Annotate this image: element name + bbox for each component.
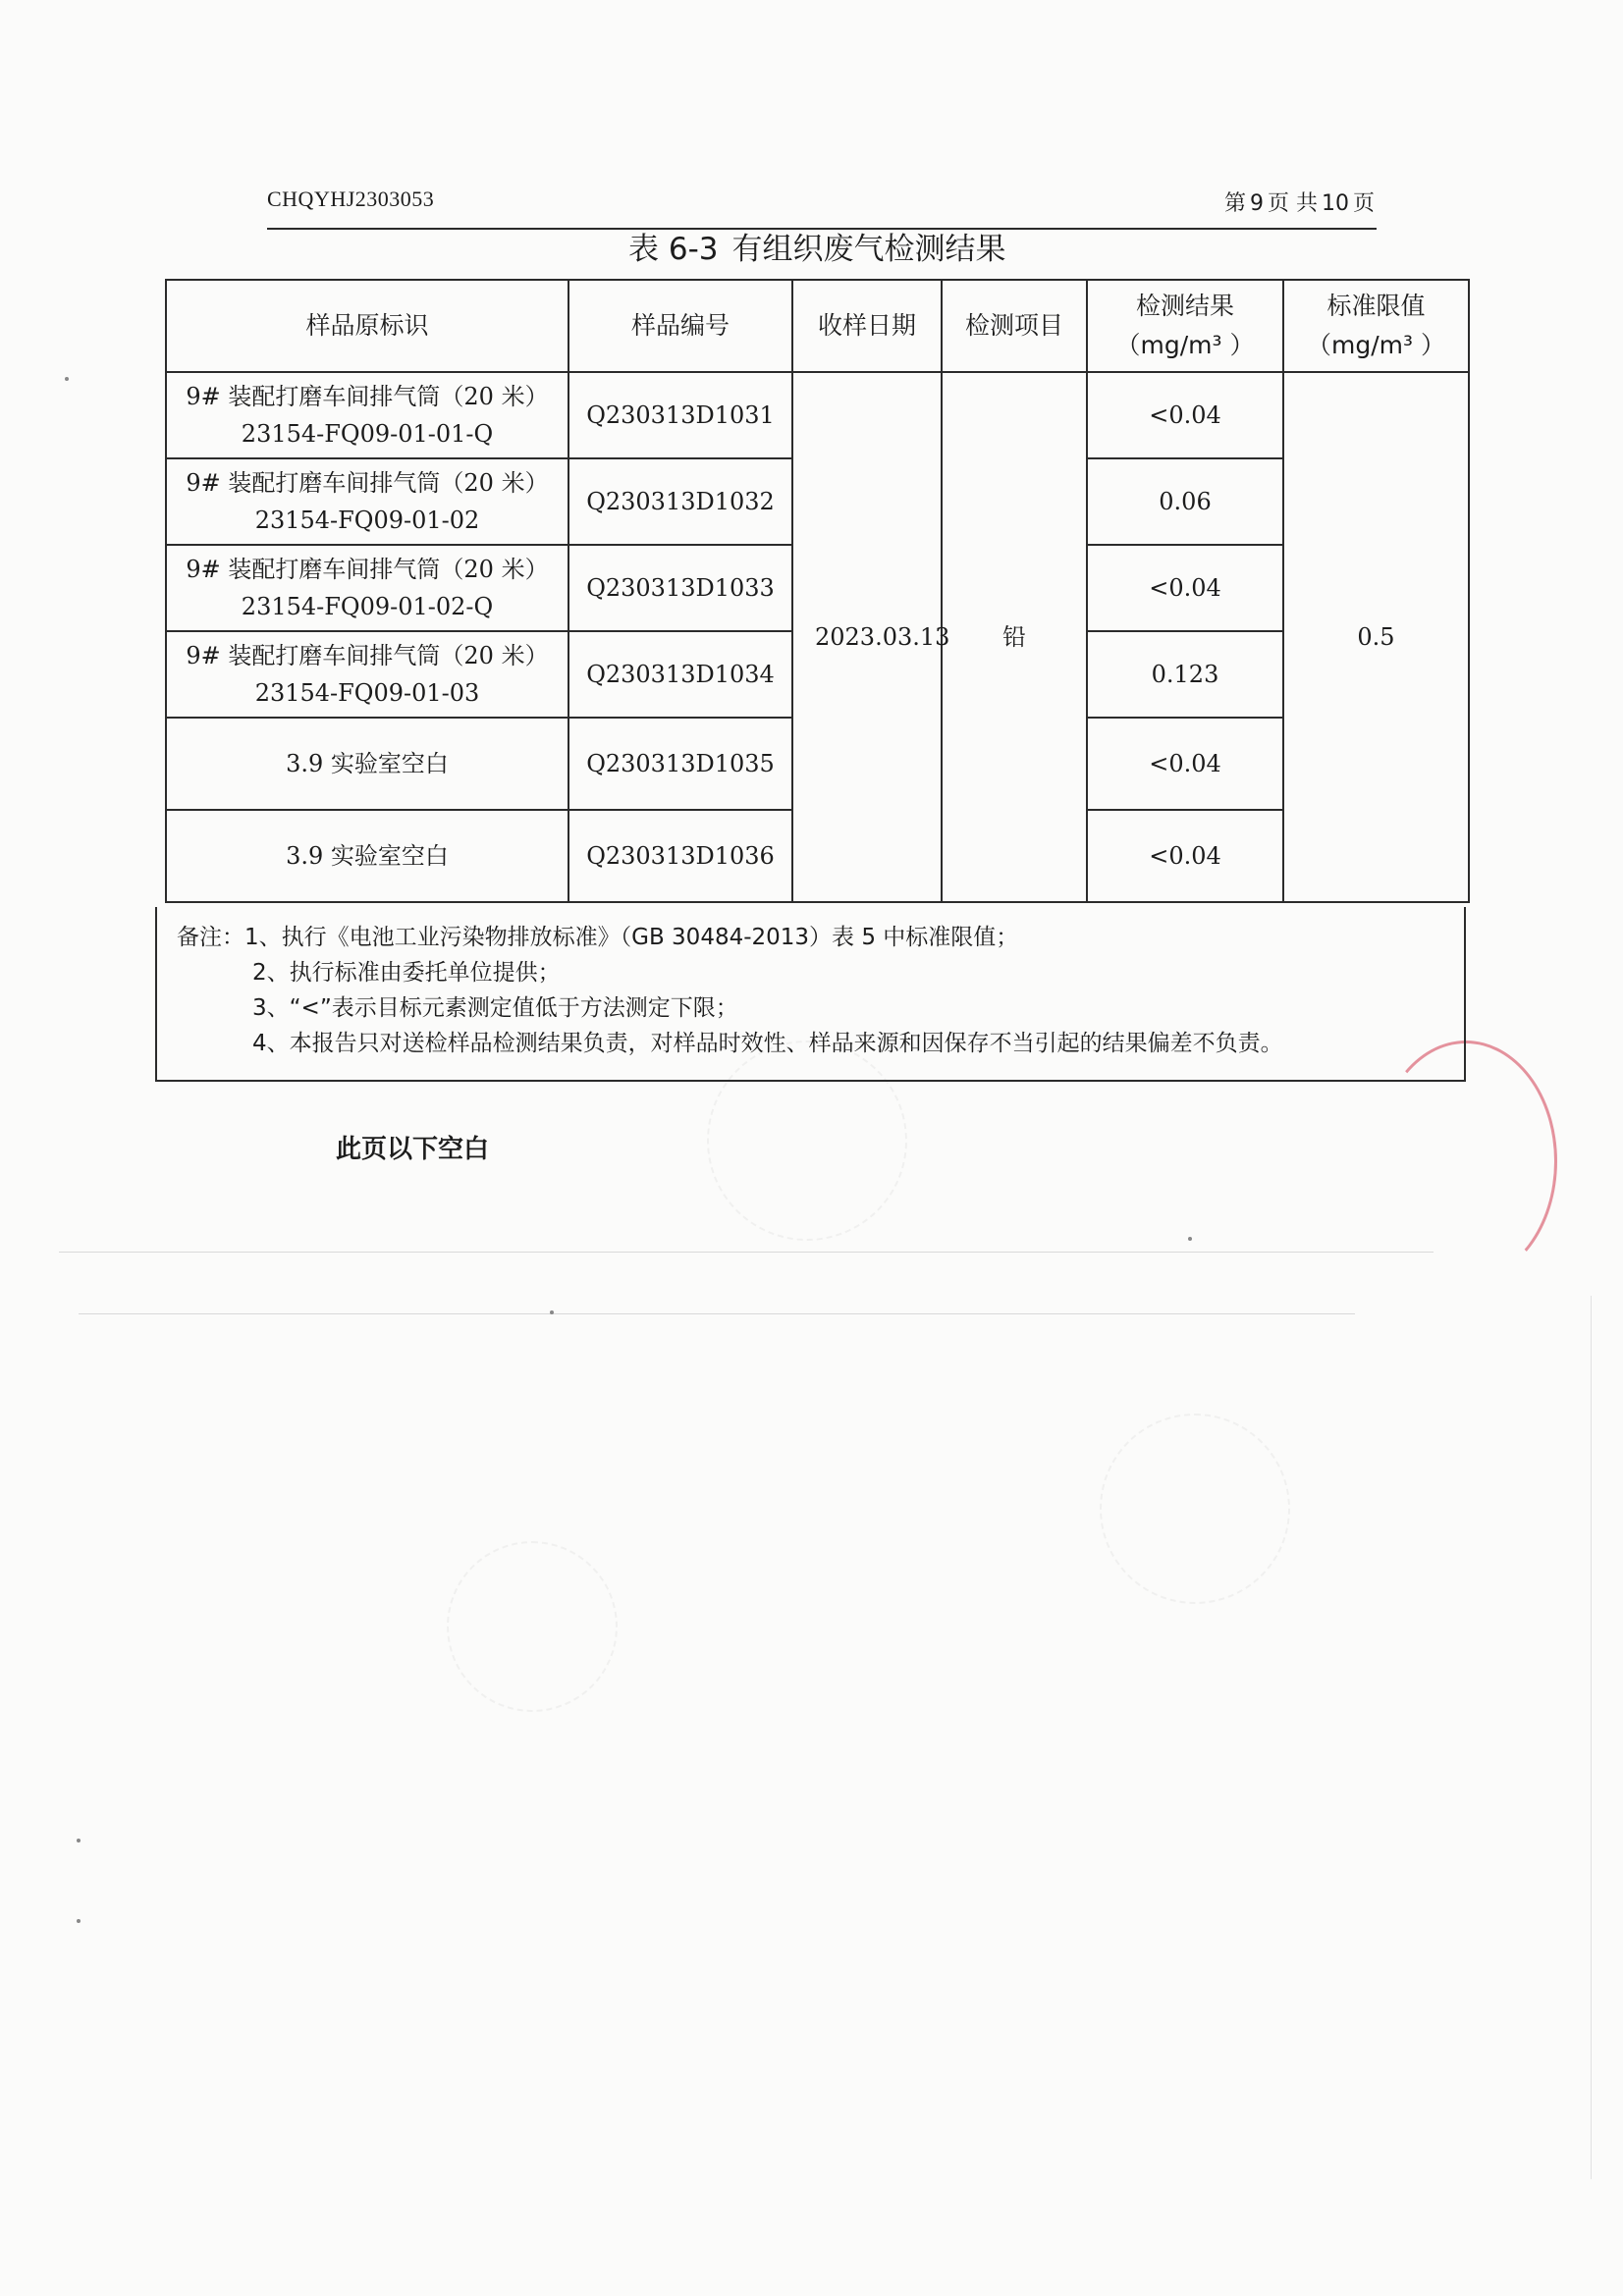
table-name: 有组织废气检测结果 — [731, 232, 1006, 267]
scan-line — [79, 1313, 1355, 1314]
scan-speck — [77, 1919, 81, 1923]
watermark-emblem — [447, 1541, 618, 1712]
scan-speck — [550, 1310, 554, 1314]
table-title — [628, 224, 1006, 268]
scan-speck — [1188, 1237, 1192, 1241]
cell-limit: 0.5 — [1283, 372, 1469, 902]
cell-sample-origin: 3.9 实验室空白 — [166, 718, 568, 810]
blank-page-notice: 此页以下空白 — [336, 1135, 490, 1164]
cell-result: <0.04 — [1087, 810, 1283, 902]
table-header-row — [166, 280, 1469, 372]
cell-sample-origin: 9# 装配打磨车间排气筒（20 米）23154-FQ09-01-02-Q — [166, 545, 568, 631]
remark-line: 3、“<”表示目标元素测定值低于方法测定下限； — [252, 995, 738, 1021]
cell-result: 0.06 — [1087, 458, 1283, 545]
col-sample-id: 样品编号 — [568, 280, 792, 372]
results-table — [165, 279, 1470, 903]
cell-sample-origin: 9# 装配打磨车间排气筒（20 米）23154-FQ09-01-01-Q — [166, 372, 568, 458]
cell-result: <0.04 — [1087, 718, 1283, 810]
scan-line — [59, 1252, 1434, 1253]
scan-line — [1591, 1296, 1592, 2179]
cell-item: 铅 — [942, 372, 1087, 902]
report-number: CHQYHJ2303053 — [267, 187, 435, 211]
cell-result: 0.123 — [1087, 631, 1283, 718]
table-row — [166, 372, 1469, 458]
scan-speck — [77, 1839, 81, 1842]
col-item: 检测项目 — [942, 280, 1087, 372]
cell-sample-origin: 9# 装配打磨车间排气筒（20 米）23154-FQ09-01-03 — [166, 631, 568, 718]
cell-sample-id: Q230313D1033 — [568, 545, 792, 631]
cell-sample-id: Q230313D1034 — [568, 631, 792, 718]
remarks-box — [155, 907, 1466, 1082]
col-result: 检测结果 （mg/m³ ） — [1087, 280, 1283, 372]
page-indicator: 第 9 页 共 10 页 — [1223, 191, 1375, 216]
cell-sample-id: Q230313D1032 — [568, 458, 792, 545]
scan-speck — [65, 377, 69, 381]
cell-date: 2023.03.13 — [792, 372, 942, 902]
total-pages: 10 — [1321, 191, 1349, 216]
remarks-prefix: 备注： — [177, 925, 244, 950]
col-date: 收样日期 — [792, 280, 942, 372]
current-page: 9 — [1249, 191, 1264, 216]
table-number: 表 6-3 — [628, 232, 719, 267]
remark-line: 备注：1、执行《电池工业污染物排放标准》（GB 30484-2013）表 5 中标准限值； — [177, 925, 1019, 950]
remark-line: 2、执行标准由委托单位提供； — [252, 960, 561, 986]
cell-sample-origin: 3.9 实验室空白 — [166, 810, 568, 902]
cell-sample-id: Q230313D1035 — [568, 718, 792, 810]
remark-line: 4、本报告只对送检样品检测结果负责，对样品时效性、样品来源和因保存不当引起的结果偏差不负责。 — [252, 1031, 1283, 1056]
cell-sample-origin: 9# 装配打磨车间排气筒（20 米）23154-FQ09-01-02 — [166, 458, 568, 545]
cell-result: <0.04 — [1087, 545, 1283, 631]
cell-sample-id: Q230313D1031 — [568, 372, 792, 458]
col-sample-origin: 样品原标识 — [166, 280, 568, 372]
cell-sample-id: Q230313D1036 — [568, 810, 792, 902]
cell-result: <0.04 — [1087, 372, 1283, 458]
col-limit: 标准限值 （mg/m³ ） — [1283, 280, 1469, 372]
watermark-emblem — [1100, 1414, 1290, 1604]
